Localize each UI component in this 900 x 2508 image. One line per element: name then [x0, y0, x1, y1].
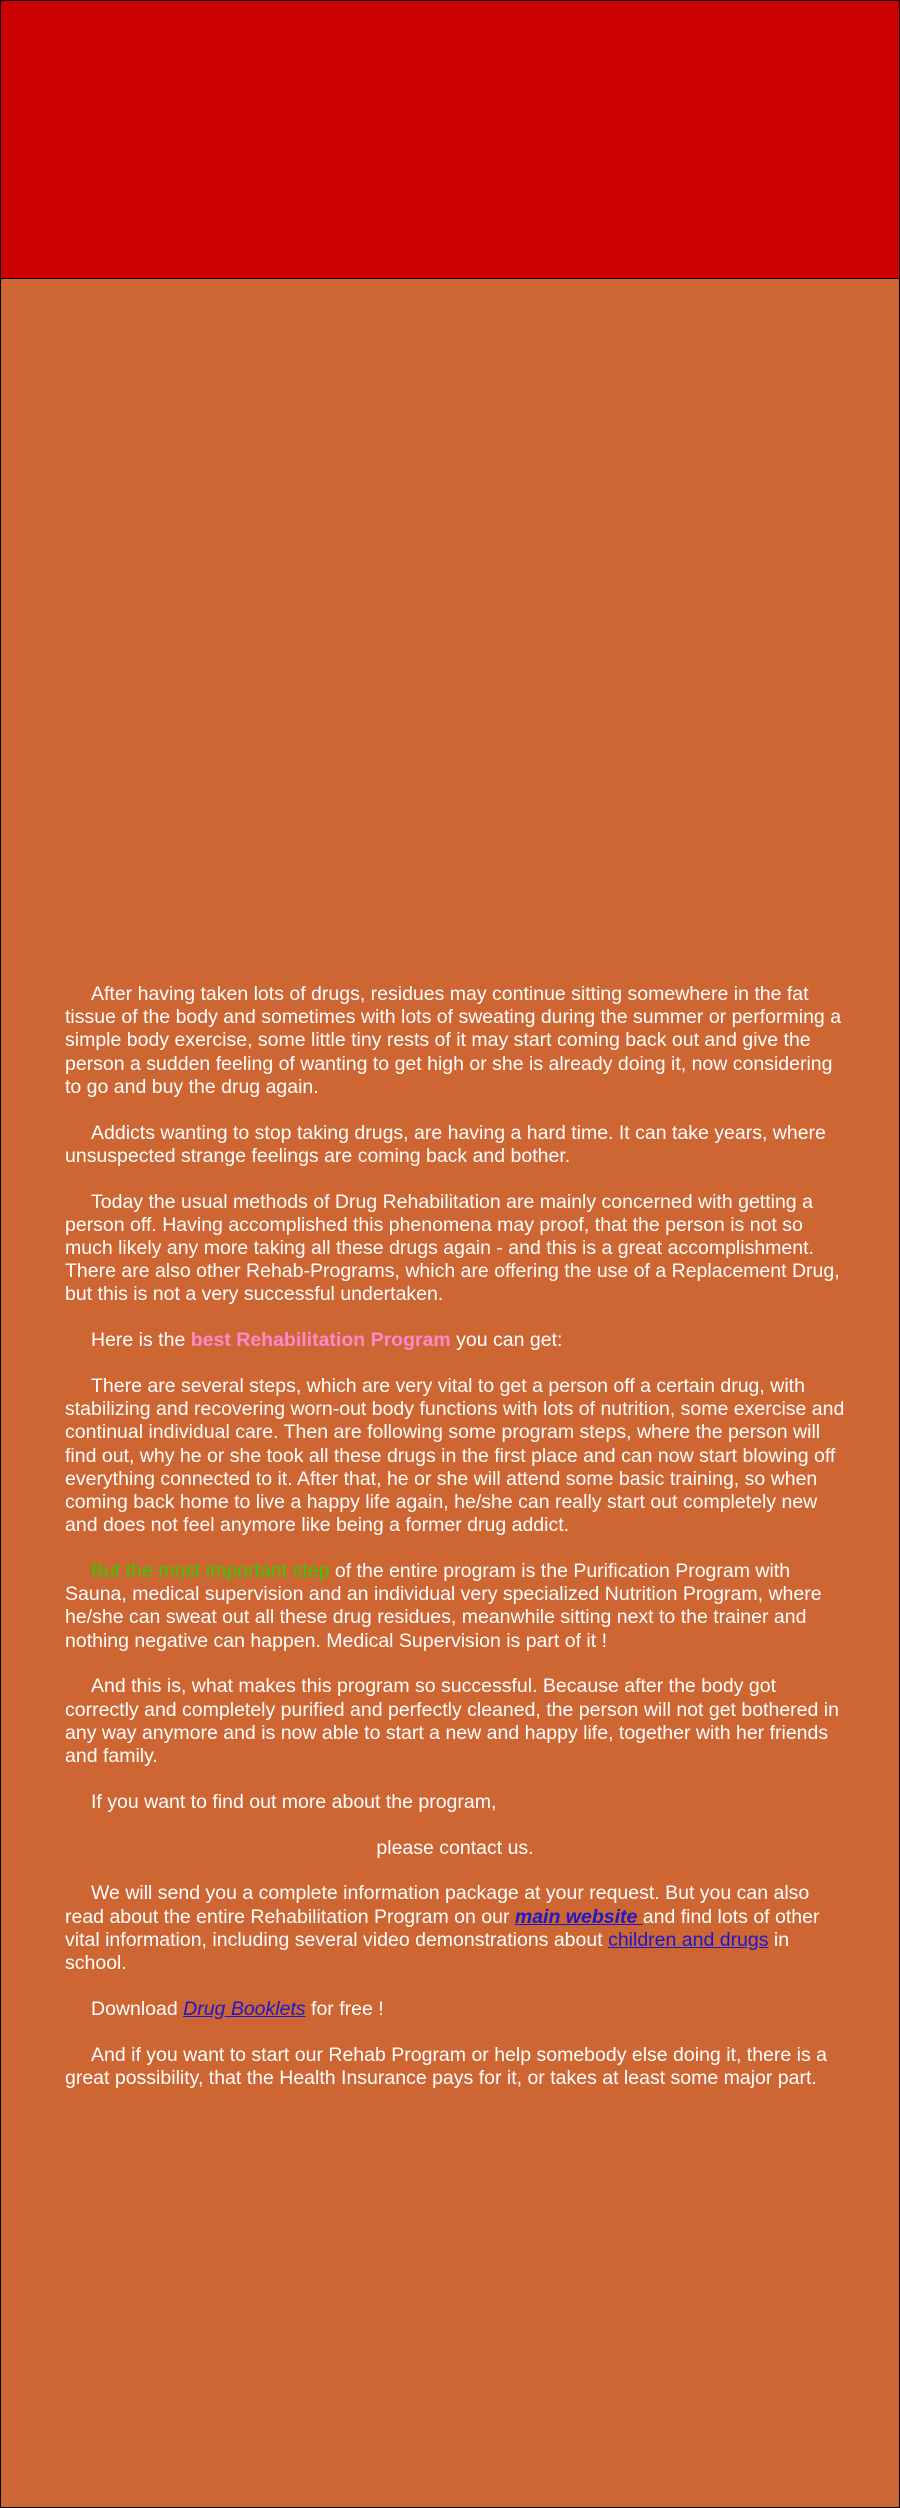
- main-website-link[interactable]: main website: [514, 1905, 643, 1928]
- paragraph-steps: There are several steps, which are very vital to get a person off a certain drug, with stabilizing and recovering worn-out body functions with lots of nutrition, some exercise and continual individual care. Then are following some program steps, where the person will find out, why he or she took all these drugs in the first place and can now start blowing off everything connected to it. After that, he or she will attend some basic training, so when coming back home to live a happy life again, he/she can really start out completely new and does not feel anymore like being a former drug addict.: [65, 1375, 845, 1537]
- paragraph-download: Download Drug Booklets for free !: [91, 1997, 384, 2020]
- paragraph-residues: After having taken lots of drugs, residues may continue sitting somewhere in the fat tissue of the body and sometimes with lots of sweating during the summer or performing a simple body exercise, some little tiny rests of it may start coming back out and give the person a sudden feeling of wanting to get high or she is already doing it, now considering to go and buy the drug again.: [65, 983, 842, 1098]
- paragraph-addicts: Addicts wanting to stop taking drugs, are having a hard time. It can take years, where unsuspected strange feelings are coming back and bother.: [65, 1121, 826, 1167]
- paragraph-best-program: Here is the best Rehabilitation Program you can get:: [91, 1329, 563, 1352]
- paragraph-success: And this is, what makes this program so successful. Because after the body got correctly and completely purified and perfectly cleaned, the person will not get bothered in any way anymore and is now able to start a new and happy life, together with her friends and family.: [65, 1675, 839, 1768]
- paragraph-info-package: We will send you a complete information package at your request. But you can also read about the entire Rehabilitation Program on our main website and find lots of other vital information, including several video demonstrations about children and drugs in school.: [65, 1882, 820, 1975]
- paragraph-insurance: And if you want to start our Rehab Program or help somebody else doing it, there is a great possibility, that the Health Insurance pays for it, or takes at least some major part.: [65, 2043, 827, 2089]
- paragraph-contact: please contact us.: [376, 1836, 534, 1859]
- paragraph-usual-methods: Today the usual methods of Drug Rehabilitation are mainly concerned with getting a person off. Having accomplished this phenomena may proof, that the person is not so much likely any more taking all these drugs again - and this is a great accomplishment. There are also other Rehab-Programs, which are offering the use of a Replacement Drug, but this is not a very successful undertaken.: [65, 1190, 840, 1306]
- article-body: [65, 983, 845, 2113]
- paragraph-find-out: If you want to find out more about the program,: [91, 1790, 497, 1813]
- best-program-highlight: best Rehabilitation Program: [190, 1329, 451, 1352]
- children-and-drugs-link[interactable]: children and drugs: [608, 1928, 769, 1951]
- important-step-highlight: But the most important step: [91, 1560, 330, 1583]
- paragraph-important-step: But the most important step of the entire program is the Purification Program with Sauna, medical supervision and an individual very specialized Nutrition Program, where he/she can sweat out all these drug residues, meanwhile sitting next to the trainer and nothing negative can happen. Medical Supervision is part of it !: [65, 1560, 822, 1652]
- drug-booklets-link[interactable]: Drug Booklets: [183, 1997, 306, 2020]
- header-banner: [1, 1, 899, 279]
